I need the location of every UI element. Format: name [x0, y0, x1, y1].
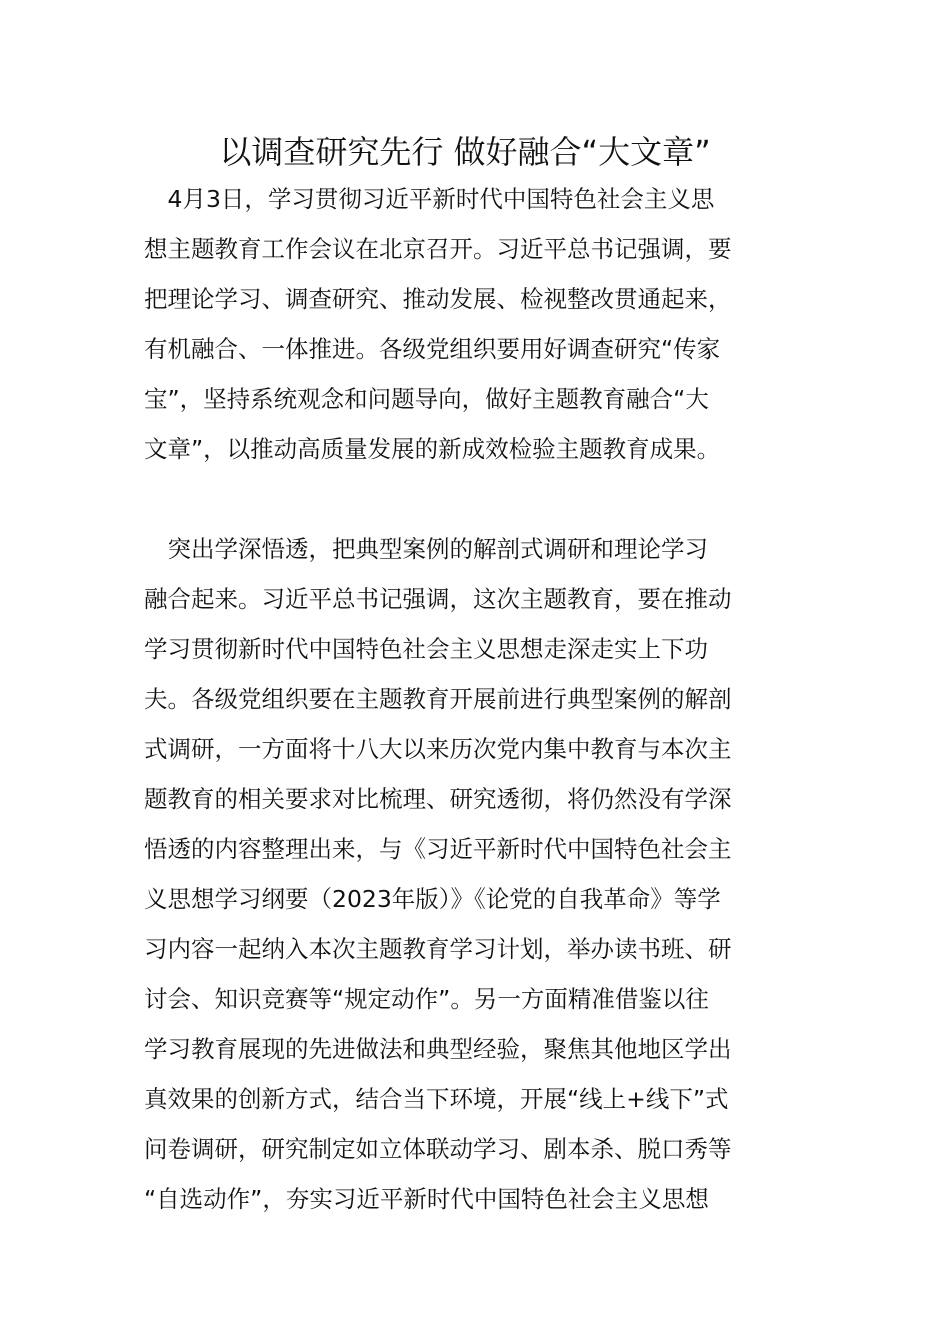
document-title: 以调查研究先行 做好融合“大文章” [219, 133, 711, 171]
paragraph-line: 文章”，以推动高质量发展的新成效检验主题教育成果。 [144, 435, 721, 463]
paragraph-line: 把理论学习、调查研究、推动发展、检视整改贯通起来， [144, 285, 732, 313]
paragraph-line: 习内容一起纳入本次主题教育学习计划，举办读书班、研 [144, 935, 732, 963]
paragraph-line: 讨会、知识竞赛等“规定动作”。另一方面精准借鉴以往 [144, 985, 709, 1013]
paragraph-line: 4月3日，学习贯彻习近平新时代中国特色社会主义思 [144, 185, 715, 213]
paragraph-line: 问卷调研，研究制定如立体联动学习、剧本杀、脱口秀等 [144, 1135, 732, 1163]
paragraph-line: 想主题教育工作会议在北京召开。习近平总书记强调，要 [144, 235, 732, 263]
paragraph-line: 融合起来。习近平总书记强调，这次主题教育，要在推动 [144, 585, 732, 613]
paragraph-line: 义思想学习纲要（2023年版）》《论党的自我革命》等学 [144, 885, 721, 913]
paragraph-line: 学习贯彻新时代中国特色社会主义思想走深走实上下功 [144, 635, 708, 663]
paragraph-line: 有机融合、一体推进。各级党组织要用好调查研究“传家 [144, 335, 721, 363]
paragraph-line: 宝”，坚持系统观念和问题导向，做好主题教育融合“大 [144, 385, 709, 413]
paragraph-line: “自选动作”，夯实习近平新时代中国特色社会主义思想 [144, 1185, 709, 1213]
paragraph-line: 突出学深悟透，把典型案例的解剖式调研和理论学习 [144, 535, 708, 563]
paragraph-line: 真效果的创新方式，结合当下环境，开展“线上+线下”式 [144, 1085, 729, 1113]
paragraph-line: 悟透的内容整理出来，与《习近平新时代中国特色社会主 [144, 835, 732, 863]
paragraph-line: 式调研，一方面将十八大以来历次党内集中教育与本次主 [144, 735, 732, 763]
paragraph-line: 题教育的相关要求对比梳理、研究透彻，将仍然没有学深 [144, 785, 732, 813]
paragraph-line: 夫。各级党组织要在主题教育开展前进行典型案例的解剖 [144, 685, 732, 713]
paragraph-line: 学习教育展现的先进做法和典型经验，聚焦其他地区学出 [144, 1035, 732, 1063]
